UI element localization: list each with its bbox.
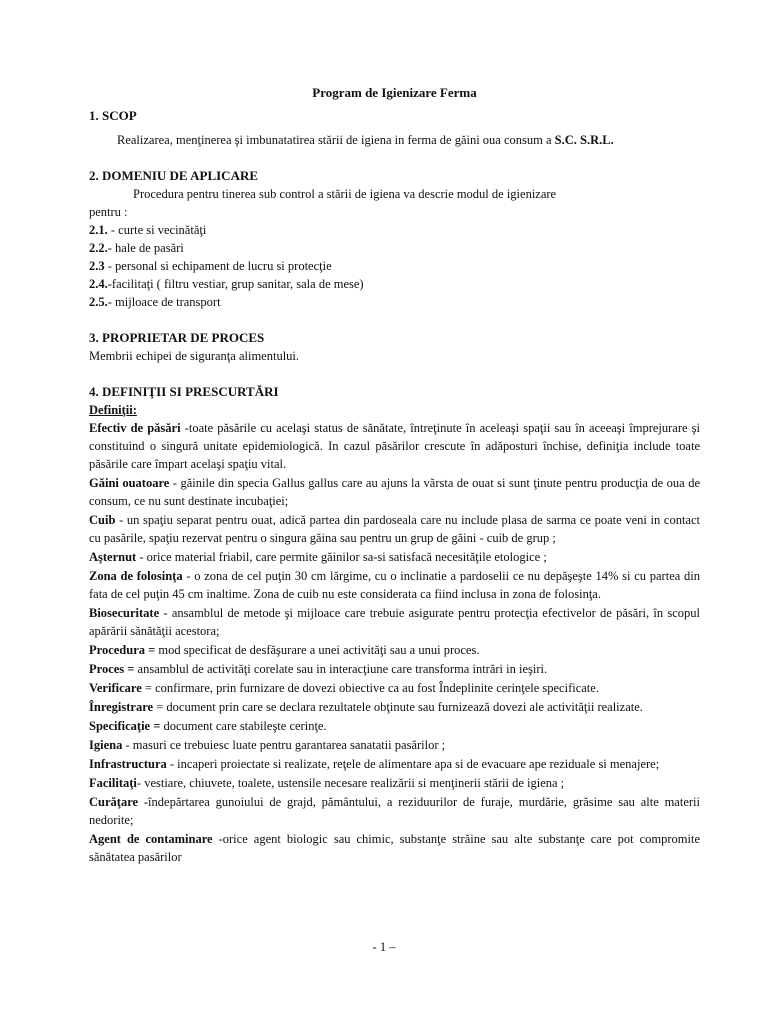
list-item: 2.1. - curte si vecinătăţi	[89, 223, 207, 237]
page-number: - 1 –	[372, 940, 396, 954]
definition-item: Zona de folosinţa - o zona de cel puţin 30 cm lărgime, cu o inclinatie a pardoselii ce nu depăşeşte 14% si cu partea din fata de cel puţin 45 cm inaltime. Zona de cuib nu este considerata ca fiind inclusa in zona de folosinţa.	[89, 569, 700, 601]
list-item: 2.4.-facilitaţi ( filtru vestiar, grup sanitar, sala de mese)	[89, 277, 364, 291]
definition-item: Cuib - un spaţiu separat pentru ouat, adică partea din pardoseala care nu include plasa de sarma ce poate veni in contact cu pasările, spaţiu rezervat pentru o singura găina sau pentru un grup de găini - cuib de grup ;	[89, 513, 700, 545]
section-2-intro-2: pentru :	[89, 205, 128, 219]
section-2-heading: 2. DOMENIU DE APLICARE	[89, 168, 259, 183]
document-title: Program de Igienizare Ferma	[312, 85, 477, 100]
definition-item: Efectiv de păsări -toate păsările cu acelaşi status de sănătate, întreţinute în aceleaşi spaţii sau în aceeaşi împrejurare şi constituind o singură unitate epidemiologică. In cazul păsărilor crescute în adăposturi închise, definiţia include toate păsările care împart acelaşi spaţiu vital.	[89, 421, 700, 471]
definition-item: Specificaţie = document care stabileşte cerinţe.	[89, 719, 327, 733]
definition-item: Găini ouatoare - găinile din specia Gallus gallus care au ajuns la vărsta de ouat si sunt ţinute pentru producţia de oua de consum, ce nu sunt destinate incubaţiei;	[89, 476, 700, 508]
definition-item: Curăţare -îndepărtarea gunoiului de grajd, pământului, a reziduurilor de furaje, murdărie, grăsime sau alte materii nedorite;	[89, 795, 700, 827]
section-1-heading: 1. SCOP	[89, 108, 137, 123]
definition-item: Verificare = confirmare, prin furnizare de dovezi obiective ca au fost Îndeplinite cerinţele specificate.	[89, 681, 599, 695]
definitions-list	[89, 419, 700, 866]
definitions-subheading: Definiţii:	[89, 403, 137, 417]
section-3-text: Membrii echipei de siguranţa alimentului.	[89, 349, 300, 363]
definition-item: Facilitaţi- vestiare, chiuvete, toalete, ustensile necesare realizării si menţinerii stării de igiena ;	[89, 776, 565, 790]
section-4-heading: 4. DEFINIŢII SI PRESCURTĂRI	[89, 384, 279, 399]
list-item: 2.2.- hale de pasări	[89, 241, 184, 255]
definition-item: Înregistrare = document prin care se declara rezultatele obţinute sau furnizează dovezi ale activităţii realizate.	[89, 700, 643, 714]
definition-item: Procedura = mod specificat de desfăşurare a unei activităţi sau a unui proces.	[89, 643, 480, 657]
definition-item: Igiena - masuri ce trebuiesc luate pentru garantarea sanatatii pasărilor ;	[89, 738, 446, 752]
section-3-heading: 3. PROPRIETAR DE PROCES	[89, 330, 265, 345]
section-2-intro: Procedura pentru tinerea sub control a stării de igiena va descrie modul de igienizare	[133, 187, 557, 201]
definition-item: Infrastructura - incaperi proiectate si realizate, reţele de alimentare apa si de evacuare ape reziduale si menajere;	[89, 757, 660, 771]
definition-item: Agent de contaminare -orice agent biologic sau chimic, substanţe străine sau alte substanţe care pot compromite sănătatea pasărilor	[89, 832, 700, 864]
definition-item: Aşternut - orice material friabil, care permite găinilor sa-si satisfacă necesităţile etologice ;	[89, 550, 547, 564]
document-page	[89, 84, 700, 867]
section-1-text: Realizarea, menţinerea şi imbunatatirea stării de igiena in ferma de găini oua consum a S.C. S.R.L.	[117, 133, 614, 147]
list-item: 2.3 - personal si echipament de lucru si protecţie	[89, 259, 332, 273]
section-2-list	[89, 221, 700, 311]
list-item: 2.5.- mijloace de transport	[89, 295, 221, 309]
definition-item: Biosecuritate - ansamblul de metode şi mijloace care trebuie asigurate pentru protecţia efectivelor de păsări, în scopul apărării sănătăţii acestora;	[89, 606, 700, 638]
definition-item: Proces = ansamblul de activităţi corelate sau in interacţiune care transforma intrări in ieşiri.	[89, 662, 548, 676]
